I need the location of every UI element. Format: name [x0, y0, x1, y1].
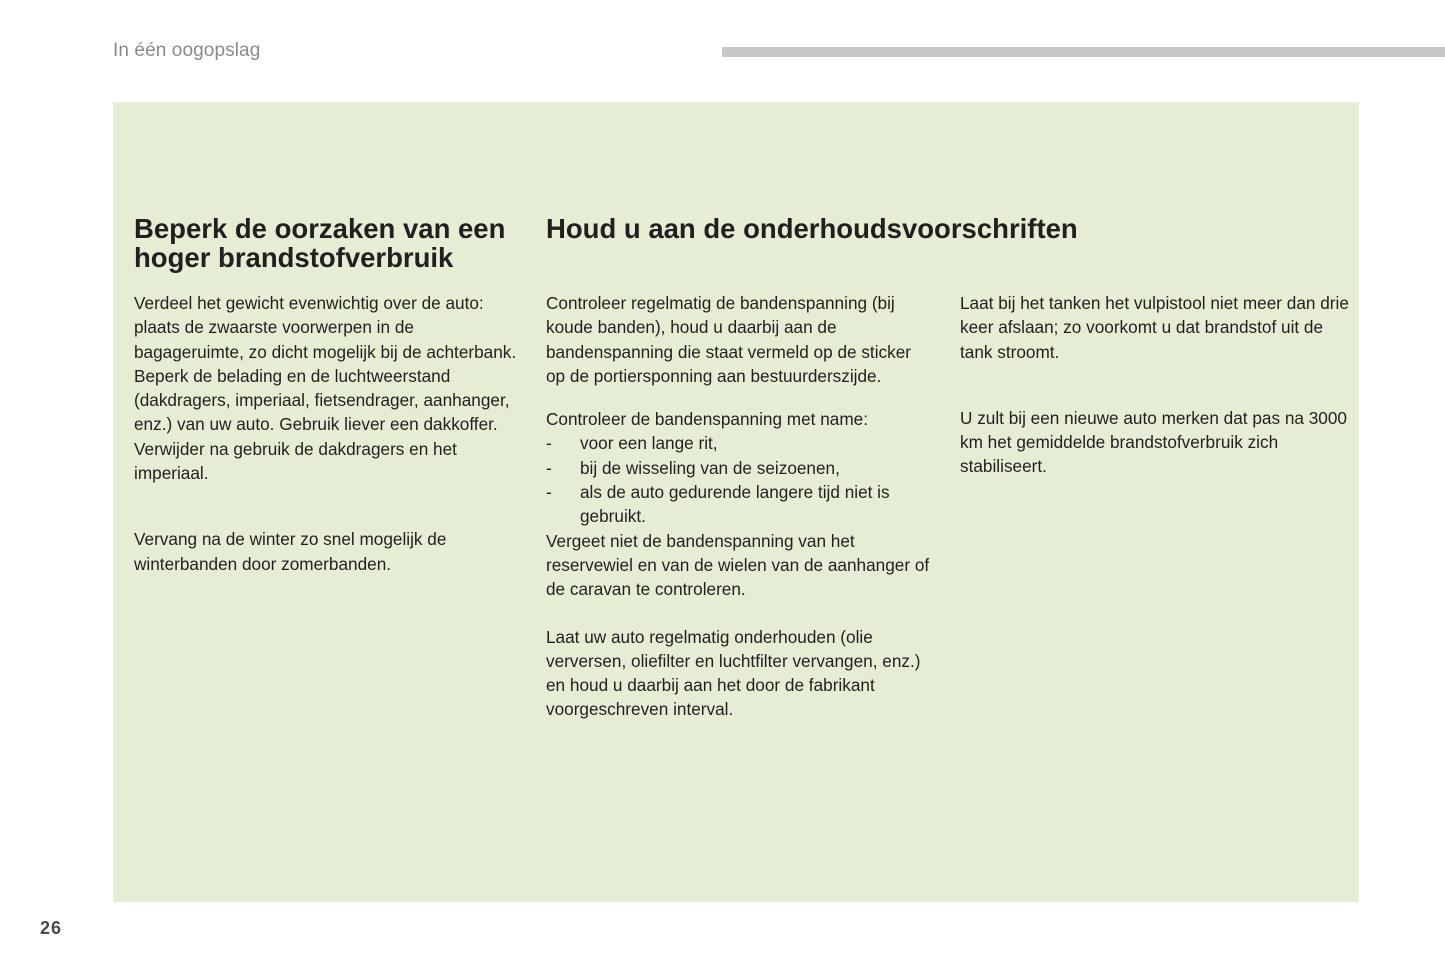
list-item	[546, 456, 931, 480]
paragraph-service: Laat uw auto regelmatig onderhouden (olie verversen, oliefilter en luchtfilter vervangen, enz.) en houd u daarbij aan het door de fabrikant voorgeschreven interval.	[546, 626, 921, 720]
paragraph-winter-tyres: Vervang na de winter zo snel mogelijk de winterbanden door zomerbanden.	[134, 529, 447, 574]
list-item-text: als de auto gedurende langere tijd niet is gebruikt.	[580, 482, 890, 527]
dash-bullet: -	[546, 457, 552, 478]
dash-bullet: -	[546, 433, 552, 454]
page-number: 26	[40, 918, 63, 938]
list-item	[546, 480, 931, 529]
dash-bullet: -	[546, 482, 552, 503]
paragraph-load: Beperk de belading en de luchtweerstand (dakdragers, imperiaal, fietsendrager, aanhanger, enz.) van uw auto. Gebruik liever een dakkoffer.	[134, 365, 510, 435]
paragraph-tyre-pressure: Controleer regelmatig de bandenspanning (bij koude banden), houd u daarbij aan de bandenspanning die staat vermeld op de sticker op de portiersponning aan bestuurderszijde.	[546, 293, 911, 386]
section-label: In één oogopslag	[113, 40, 261, 61]
header-divider-bar	[722, 47, 1445, 57]
heading-maintenance: Houd u aan de onderhoudsvoorschriften	[546, 213, 1078, 244]
list-item-text: voor een lange rit,	[580, 433, 718, 454]
paragraph-check-intro: Controleer de bandenspanning met name:	[546, 409, 869, 430]
column-left	[134, 291, 519, 576]
check-list	[546, 431, 931, 528]
paragraph-roof-racks: Verwijder na gebruik de dakdragers en het imperiaal.	[134, 438, 457, 484]
list-item	[546, 431, 931, 455]
paragraph-refuelling: Laat bij het tanken het vulpistool niet meer dan drie keer afslaan; zo voorkomt u dat brandstof uit de tank stroomt.	[960, 293, 1349, 362]
column-middle	[546, 291, 931, 722]
list-item-text: bij de wisseling van de seizoenen,	[580, 457, 840, 478]
column-right	[960, 291, 1360, 479]
paragraph-weight: Verdeel het gewicht evenwichtig over de auto: plaats de zwaarste voorwerpen in de bagageruimte, zo dicht mogelijk bij de achterbank.	[134, 293, 517, 362]
paragraph-new-car: U zult bij een nieuwe auto merken dat pas na 3000 km het gemiddelde brandstofverbruik zich stabiliseert.	[960, 407, 1347, 477]
paragraph-spare-wheel: Vergeet niet de bandenspanning van het reservewiel en van de wielen van de aanhanger of de caravan te controleren.	[546, 530, 930, 600]
heading-fuel-consumption: Beperk de oorzaken van een hoger brandstofverbruik	[134, 213, 506, 273]
